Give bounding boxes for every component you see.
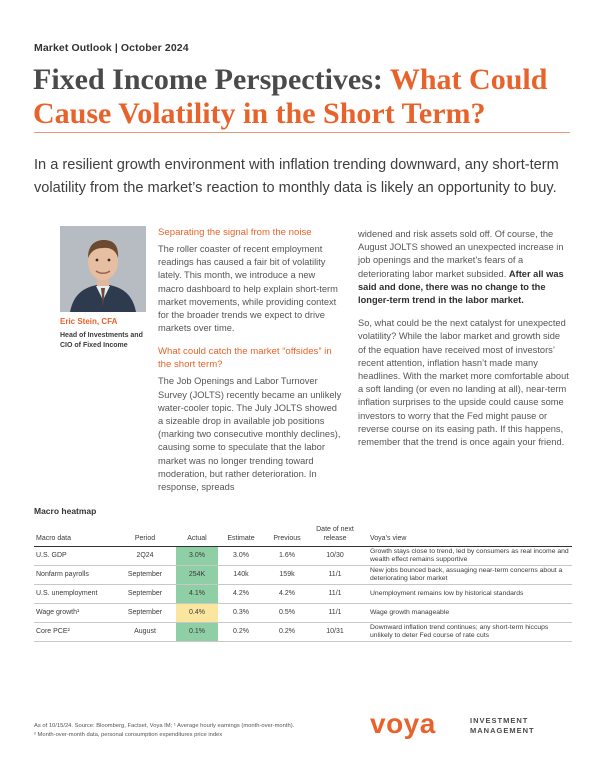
voya-logo-subtitle [470, 716, 535, 736]
cell-period: September [114, 566, 176, 585]
article-column-right [358, 228, 570, 459]
cell-view: Downward inflation trend continues; any short-term hiccups unlikely to deter Fed course of rate cuts [360, 623, 572, 642]
header-estimate: Estimate [218, 525, 264, 547]
section-heading-signal: Separating the signal from the noise [158, 227, 312, 238]
paragraph-signal: The roller coaster of recent employment readings has caused a fair bit of volatility lately. This month, we introduce a new macro dashboard to help explain short-term market movements, while providing context for the broader trends we expect to drive markets over time. [158, 244, 338, 334]
cell-estimate: 3.0% [218, 547, 264, 566]
cell-release: 11/1 [310, 566, 360, 585]
lead-paragraph: In a resilient growth environment with inflation trending downward, any short-term volatility from the market’s reaction to monthly data is likely an opportunity to buy. [34, 157, 559, 196]
paragraph-jolts: The Job Openings and Labor Turnover Survey (JOLTS) recently became an unlikely water-cooler topic. The July JOLTS showed a sizeable drop in available job positions (marking two consecutive monthly declines), causing some to speculate that the labor market was no longer trending toward moderation, but rather deterioration. In response, spreads [158, 376, 342, 493]
voya-logo: voya [370, 708, 436, 739]
cell-macro: Wage growth¹ [34, 604, 114, 623]
cell-previous: 0.5% [264, 604, 310, 623]
cell-actual: 3.0% [176, 547, 218, 566]
heatmap-title: Macro heatmap [34, 506, 97, 516]
article-column-middle [158, 226, 342, 504]
cell-estimate: 140k [218, 566, 264, 585]
cell-period: September [114, 585, 176, 604]
paragraph-next-catalyst: So, what could be the next catalyst for unexpected volatility? While the labor market and growth side of the equation have received most of investors’ recent attention, inflation hasn’t made many headlines. With the market more comfortable about a soft landing (or even no landing at all), near-term inflation surprises to the upside could cause some investors to worry that the Fed might pause or reverse course on its easing path. If this happens, remember that the trend is once again your friend. [358, 318, 569, 448]
author-name: Eric Stein, CFA [60, 317, 118, 326]
cell-view: Growth stays close to trend, led by consumers as real income and wealth effect remains supportive [360, 547, 572, 566]
footnote-pce: ² Month-over-month data, personal consumption expenditures price index [34, 731, 223, 738]
cell-view: New jobs bounced back, assuaging near-term concerns about a deteriorating labor market [360, 566, 572, 585]
logo-sub-investment: INVESTMENT [470, 716, 529, 725]
table-row [34, 566, 572, 585]
header-previous: Previous [264, 525, 310, 547]
macro-heatmap-table [34, 525, 572, 642]
cell-period: September [114, 604, 176, 623]
footnote-source: As of 10/15/24. Source: Bloomberg, Factset, Voya IM; ¹ Average hourly earnings (month-over-month). [34, 723, 295, 729]
paragraph-jolts-continued [358, 228, 570, 307]
cell-macro: Nonfarm payrolls [34, 566, 114, 585]
header-period: Period [114, 525, 176, 547]
table-row [34, 623, 572, 642]
cell-release: 11/1 [310, 604, 360, 623]
header-next-release: Date of next release [310, 525, 360, 547]
heatmap-header-row [34, 525, 572, 547]
cell-release: 11/1 [310, 585, 360, 604]
header-actual: Actual [176, 525, 218, 547]
cell-view: Unemployment remains low by historical standards [360, 585, 572, 604]
cell-view: Wage growth manageable [360, 604, 572, 623]
author-role: Head of Investments and CIO of Fixed Income [60, 332, 143, 349]
cell-macro: Core PCE² [34, 623, 114, 642]
cell-release: 10/30 [310, 547, 360, 566]
paragraph-jolts-conclusion: After all was said and done, there was no change to the longer-term trend in the labor market. [358, 268, 564, 306]
page-title-main: Fixed Income Perspectives: [33, 63, 390, 96]
cell-previous: 159k [264, 566, 310, 585]
paragraph-jolts-continued-text: widened and risk assets sold off. Of course, the August JOLTS showed an unexpected increase in job openings and the market’s fears of a deteriorating labor market subsided. [358, 229, 564, 279]
author-portrait-image [60, 226, 146, 312]
cell-macro: U.S. unemployment [34, 585, 114, 604]
cell-actual: 4.1% [176, 585, 218, 604]
table-row [34, 547, 572, 566]
page-title [33, 63, 573, 131]
cell-release: 10/31 [310, 623, 360, 642]
cell-estimate: 0.2% [218, 623, 264, 642]
cell-previous: 4.2% [264, 585, 310, 604]
table-row [34, 604, 572, 623]
cell-actual: 0.4% [176, 604, 218, 623]
cell-period: August [114, 623, 176, 642]
page-title-accent: What Could Cause Volatility in the Short Term? [33, 63, 548, 130]
header-voya-view: Voya’s view [360, 525, 572, 547]
section-heading-offsides: What could catch the market “offsides” in the short term? [158, 346, 332, 371]
author-photo [60, 226, 146, 312]
cell-actual: 254K [176, 566, 218, 585]
cell-previous: 1.6% [264, 547, 310, 566]
cell-estimate: 0.3% [218, 604, 264, 623]
header-macro-data: Macro data [34, 525, 114, 547]
table-row [34, 585, 572, 604]
title-divider [34, 132, 570, 133]
logo-sub-management: MANAGEMENT [470, 726, 535, 735]
cell-macro: U.S. GDP [34, 547, 114, 566]
cell-previous: 0.2% [264, 623, 310, 642]
report-label: Market Outlook | October 2024 [34, 42, 189, 54]
cell-actual: 0.1% [176, 623, 218, 642]
cell-period: 2Q24 [114, 547, 176, 566]
cell-estimate: 4.2% [218, 585, 264, 604]
